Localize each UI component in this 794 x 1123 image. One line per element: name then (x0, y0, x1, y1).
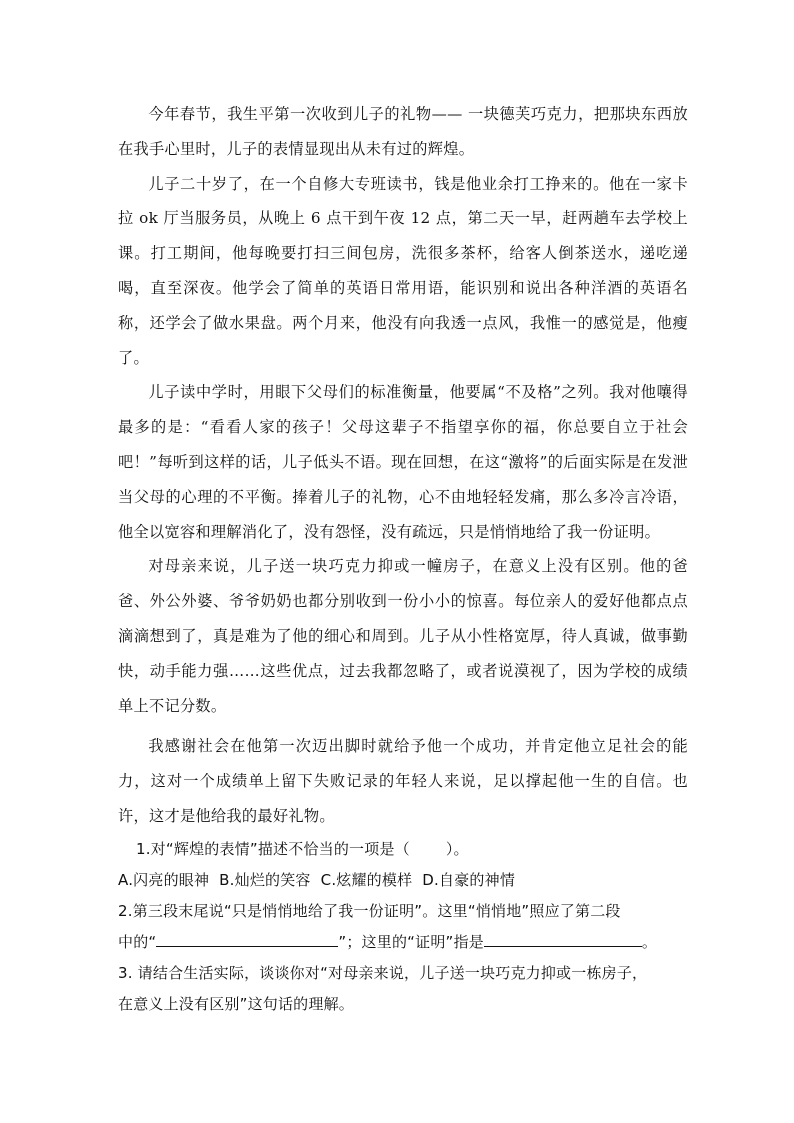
question-2-mid: ”；这里的“证明”指是 (338, 932, 484, 951)
paragraph-1: 今年春节，我生平第一次收到儿子的礼物—— 一块德芙巧克力，把那块东西放在我手心里时，儿子的表情显现出从未有过的辉煌。 (118, 105, 688, 158)
question-2-prefix: 中的“ (118, 932, 157, 951)
question-2-suffix: 。 (641, 932, 658, 951)
paragraph-3: 儿子读中学时，用眼下父母们的标准衡量，他要属“不及格”之列。我对他嚷得最多的是：“看看人家的孩子！父母这辈子不指望享你的福，你总要自立于社会吧！”每听到这样的话，儿子低头不语。现在回想，在这“激将”的后面实际是在发泄当父母的心理的不平衡。捧着儿子的礼物，心不由地轻轻发痛，那么多冷言冷语，他全以宽容和理解消化了，没有怨怪，没有疏远，只是悄悄地给了我一份证明。 (118, 383, 688, 541)
option-c: C.炫耀的模样 (320, 870, 413, 889)
document-page (118, 97, 688, 1020)
questions-section (118, 834, 688, 1020)
question-2-line-1: 2.第三段末尾说“只是悄悄地给了我一份证明”。这里“悄悄地”照应了第二段 (118, 901, 621, 920)
paragraph-5: 我感谢社会在他第一次迈出脚时就给予他一个成功，并肯定他立足社会的能力，这对一个成绩单上留下失败记录的年轻人来说，足以撑起他一生的自信。也许，这才是他给我的最好礼物。 (118, 737, 688, 825)
answer-blank-1[interactable] (156, 928, 338, 947)
paragraph-2: 儿子二十岁了，在一个自修大专班读书，钱是他业余打工挣来的。他在一家卡拉 ok 厅当服务员，从晚上 6 点干到午夜 12 点，第二天一早，赶两趟车去学校上课。打工期间，他每晚要打扫三间包房，洗很多茶杯，给客人倒茶送水，递吃递喝，直至深夜。他学会了简单的英语日常用语，能识别和说出各种洋酒的英语名称，还学会了做水果盘。两个月来，他没有向我透一点风，我惟一的感觉是，他瘦了。 (118, 174, 688, 367)
option-d: D.自豪的神情 (422, 870, 516, 889)
question-1-end: ）。 (445, 839, 469, 858)
question-1-text: 1.对“辉煌的表情”描述不恰当的一项是（ (136, 839, 410, 858)
option-a: A.闪亮的眼神 (118, 870, 210, 889)
question-1 (118, 834, 688, 865)
question-3-line-1: 3. 请结合生活实际，谈谈你对“对母亲来说，儿子送一块巧克力抑或一栋房子， (118, 963, 648, 982)
question-1-options (118, 865, 688, 896)
question-2-line-2 (118, 927, 688, 958)
answer-blank-2[interactable] (484, 928, 642, 947)
paragraph-4: 对母亲来说，儿子送一块巧克力抑或一幢房子，在意义上没有区别。他的爸爸、外公外婆、爷爷奶奶也都分别收到一份小小的惊喜。每位亲人的爱好他都点点滴滴想到了，真是难为了他的细心和周到。儿子从小性格宽厚，待人真诚，做事勤快，动手能力强……这些优点，过去我都忽略了，或者说漠视了，因为学校的成绩单上不记分数。 (118, 557, 688, 715)
option-b: B.灿烂的笑容 (219, 870, 311, 889)
question-3-line-2: 在意义上没有区别”这句话的理解。 (118, 994, 354, 1013)
